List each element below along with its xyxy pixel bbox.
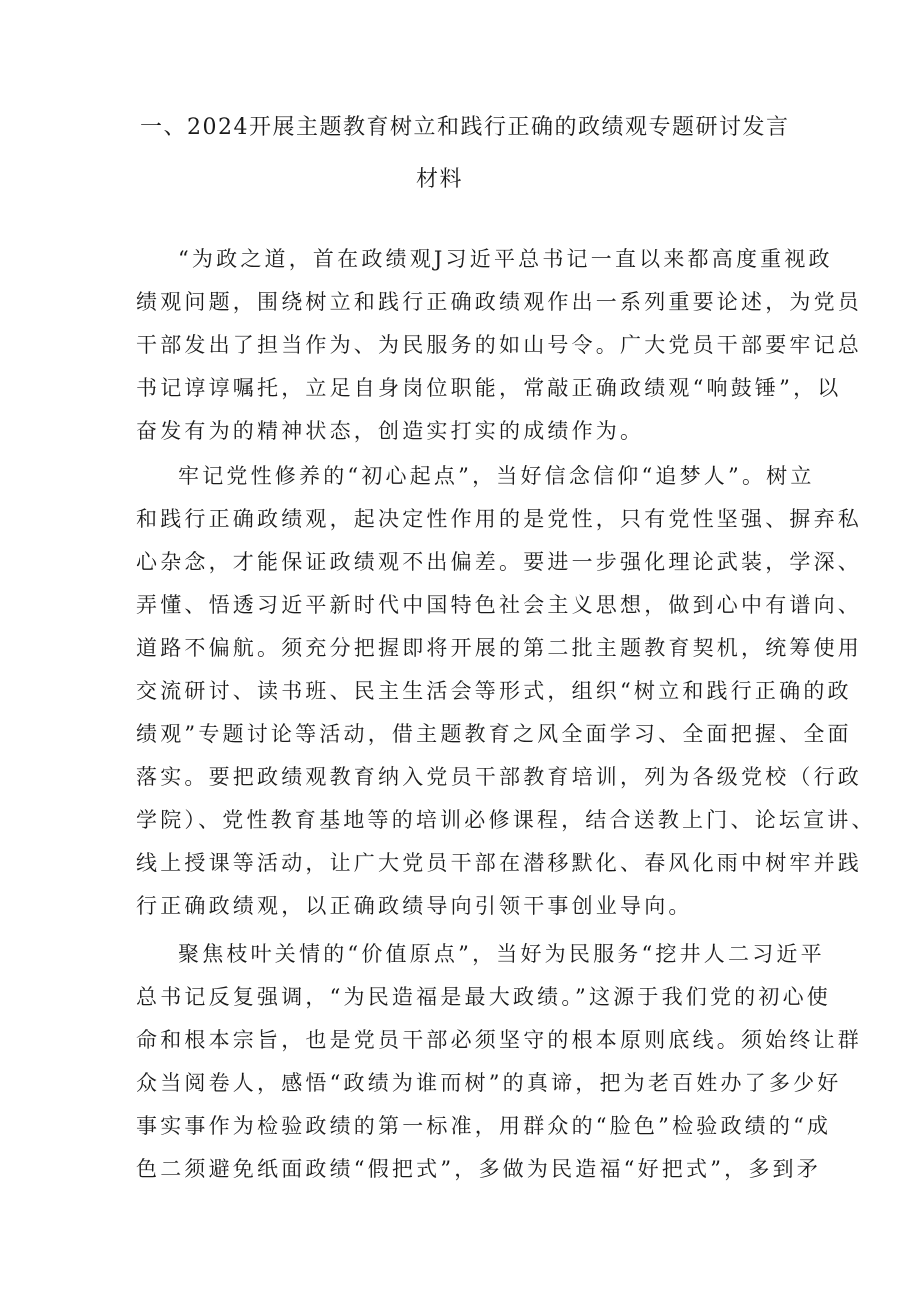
- paragraph-1-first-line: “为政之道，首在政绩观J习近平总书记一直以来都高度重视政: [178, 247, 833, 271]
- paragraph-3-line: 色二须避免纸面政绩“假把式”，多做为民造福“好把式”，多到矛: [136, 1157, 821, 1181]
- paragraph-1-line: 奋发有为的精神状态，创造实打实的成绩作为。: [136, 419, 645, 443]
- paragraph-3-line: 总书记反复强调，“为民造福是最大政绩。”这源于我们党的初心使: [136, 985, 831, 1009]
- paragraph-2-line: 道路不偏航。须充分把握即将开展的第二批主题教育契机，统筹使用: [136, 636, 862, 660]
- paragraph-2-line: 交流研讨、读书班、民主生活会等形式，组织“树立和践行正确的政: [136, 679, 852, 703]
- paragraph-1-line: 书记谆谆嘱托，立足自身岗位职能，常敲正确政绩观“响鼓锤”，以: [136, 376, 842, 400]
- paragraph-2-line: 绩观”专题讨论等活动，借主题教育之风全面学习、全面把握、全面: [136, 722, 852, 746]
- paragraph-3-first-line: 聚焦枝叶关情的“价值原点”，当好为民服务“挖井人二习近平: [178, 942, 825, 966]
- title-line-2: 材料: [416, 167, 464, 192]
- title-line-1: 一、2024开展主题教育树立和践行正确的政绩观专题研讨发言: [140, 115, 790, 140]
- paragraph-1-line: 干部发出了担当作为、为民服务的如山号令。广大党员干部要牢记总: [136, 333, 862, 357]
- paragraph-2-line: 学院）、党性教育基地等的培训必修课程，结合送教上门、论坛宣讲、: [136, 808, 876, 832]
- paragraph-2-first-line: 牢记党性修养的“初心起点”，当好信念信仰“追梦人”。树立: [178, 464, 815, 488]
- paragraph-3-line: 众当阅卷人，感悟“政绩为谁而树”的真谛，把为老百姓办了多少好: [136, 1071, 842, 1095]
- paragraph-2-line: 弄懂、悟透习近平新时代中国特色社会主义思想，做到心中有谱向、: [136, 593, 862, 617]
- paragraph-1-line: 绩观问题，围绕树立和践行正确政绩观作出一系列重要论述，为党员: [136, 290, 862, 314]
- paragraph-2-line: 落实。要把政绩观教育纳入党员干部教育培训，列为各级党校（行政: [136, 765, 862, 789]
- paragraph-2-line: 和践行正确政绩观，起决定性作用的是党性，只有党性坚强、摒弃私: [136, 507, 862, 531]
- paragraph-2-line: 行正确政绩观，以正确政绩导向引领干事创业导向。: [136, 894, 693, 918]
- paragraph-3-line: 命和根本宗旨，也是党员干部必须坚守的根本原则底线。须始终让群: [136, 1028, 862, 1052]
- paragraph-2-line: 线上授课等活动，让广大党员干部在潜移默化、春风化雨中树牢并践: [136, 851, 862, 875]
- paragraph-3-line: 事实事作为检验政绩的第一标准，用群众的“脸色”检验政绩的“成: [136, 1114, 832, 1138]
- paragraph-2-line: 心杂念，才能保证政绩观不出偏差。要进一步强化理论武装，学深、: [136, 550, 862, 574]
